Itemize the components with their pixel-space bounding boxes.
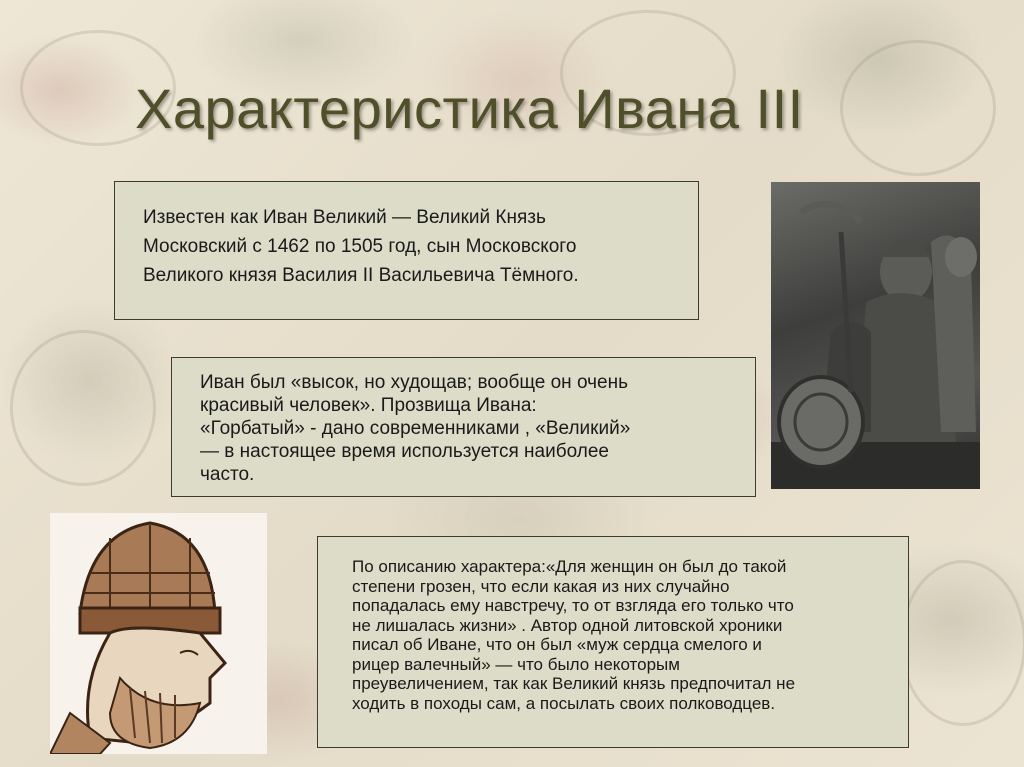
portrait-graphic [50, 513, 267, 754]
text-line: По описанию характера:«Для женщин он был до такой [352, 557, 787, 576]
text-line: писал об Иване, что он был «муж сердца смелого и [352, 635, 762, 654]
text-line: не лишалась жизни» . Автор одной литовской хроники [352, 615, 783, 635]
text-box-character [317, 536, 909, 748]
text-line: часто. [200, 464, 255, 485]
background-ornament [10, 330, 156, 486]
text-line: преувеличением, так как Великий князь предпочитал не [352, 674, 796, 693]
text-line: Иван был «высок, но худощав; вообще он очень [200, 372, 628, 393]
text-line: Известен как Иван Великий — Великий Князь [143, 207, 546, 228]
text-line: попадалась ему навстречу, то от взгляда его только что [352, 596, 794, 615]
slide-title: Характеристика Ивана III [135, 77, 804, 140]
background-ornament [900, 560, 1024, 726]
text-line: Великого князя Василия II Васильевича Тёмного. [143, 265, 579, 286]
text-line: рицер валечный» — что было некоторым [352, 654, 680, 674]
monument-sculpture-graphic [771, 182, 980, 489]
text-line: — в настоящее время используется наиболее [200, 441, 609, 462]
text-line: Московский с 1462 по 1505 год, сын Московского [143, 236, 577, 257]
portrait-engraving [50, 513, 267, 754]
monument-photo [771, 182, 980, 489]
text-box-intro [114, 181, 699, 320]
text-line: степени грозен, что если какая из них случайно [352, 576, 730, 596]
text-line: ходить в походы сам, а посылать своих полководцев. [352, 693, 776, 713]
text-line: «Горбатый» - дано современниками , «Великий» [200, 418, 631, 439]
text-box-appearance [171, 357, 756, 497]
text-line: красивый человек». Прозвища Ивана: [200, 395, 537, 416]
